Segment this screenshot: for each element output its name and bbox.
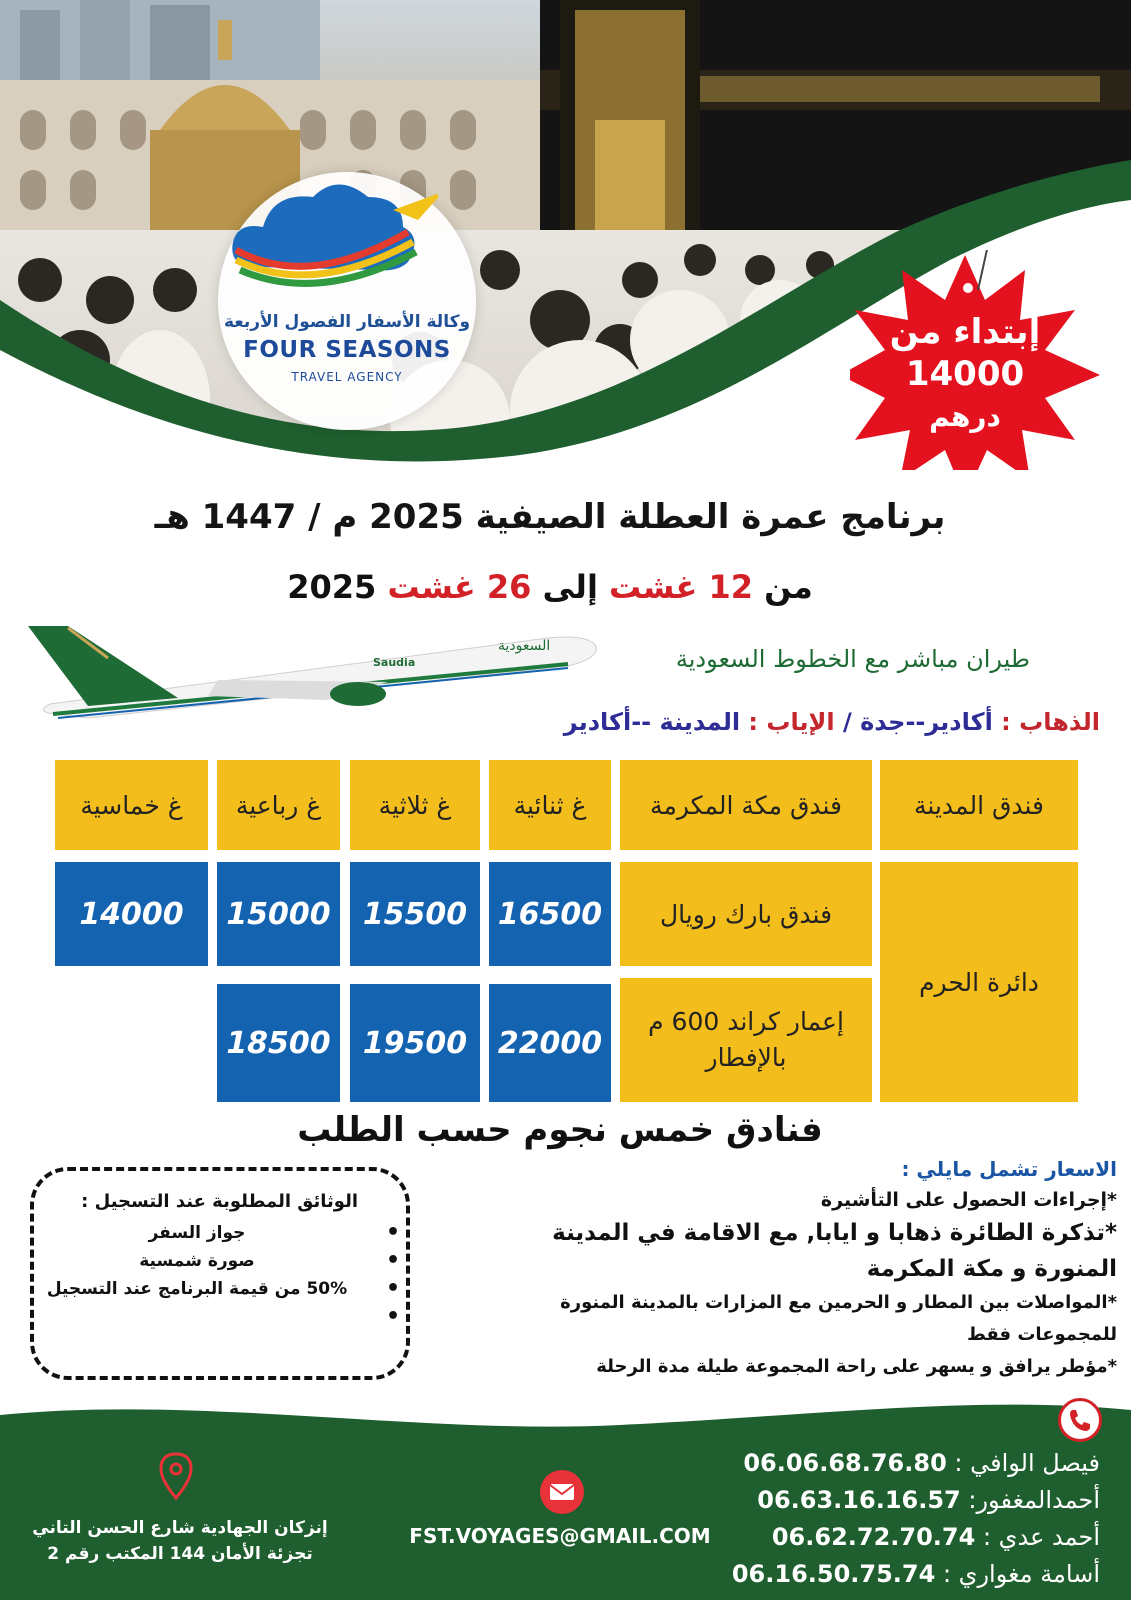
outbound-route: أكادير--جدة (860, 708, 993, 736)
return-label: الإياب : (748, 708, 835, 736)
plane-name-english: Saudia (373, 656, 416, 669)
contact-name: أحمدالمغفور: (968, 1486, 1100, 1514)
header-makkah-hotel: فندق مكة المكرمة (620, 760, 872, 850)
includes-item: *المواصلات بين المطار و الحرمين مع المزارات بالمدينة المنورة للمجموعات فقط (560, 1292, 1117, 1345)
includes-item: *إجراءات الحصول على التأشيرة (820, 1189, 1117, 1211)
includes-title: الاسعار تشمل مايلي : (901, 1157, 1117, 1181)
to-word: إلى (542, 568, 598, 606)
email-address[interactable]: FST.VOYAGES@GMAIL.COM (409, 1524, 711, 1548)
row2-triple-price: 19500 (350, 984, 480, 1102)
contacts-list (720, 1445, 1100, 1593)
address-line-2: تجزئة الأمان 144 المكتب رقم 2 (47, 1544, 313, 1564)
price-from-label: إبتداء من (889, 312, 1041, 352)
required-documents-box (30, 1167, 410, 1380)
location-pin-icon (158, 1452, 194, 1502)
header-madinah-hotel: فندق المدينة (880, 760, 1078, 850)
contact-name: أحمد عدي : (982, 1523, 1100, 1551)
row2-quad-price: 18500 (217, 984, 340, 1102)
agency-subtitle: TRAVEL AGENCY (291, 370, 403, 384)
document-item (32, 1303, 362, 1331)
contact-row (720, 1482, 1100, 1519)
contact-phone[interactable]: 06.63.16.16.57 (757, 1486, 961, 1514)
row2-hotel: إعمار كراند 600 م بالإفطار (620, 978, 872, 1102)
to-date: 26 غشت (387, 568, 532, 606)
from-date: 12 غشت (609, 568, 754, 606)
cloud-logo-icon (218, 172, 438, 292)
row2-double-price: 22000 (489, 984, 611, 1102)
year: 2025 (287, 568, 377, 606)
program-title: برنامج عمرة العطلة الصيفية 2025 م / 1447 هـ (154, 497, 946, 537)
five-star-note: فنادق خمس نجوم حسب الطلب (297, 1110, 823, 1150)
program-dates (200, 568, 900, 606)
header-quint-room: غ خماسية (55, 760, 208, 850)
route-info (540, 708, 1100, 736)
includes-item: *تذكرة الطائرة ذهابا و ايابا, مع الاقامة في المدينة المنورة و مكة المكرمة (552, 1220, 1117, 1282)
madinah-hotel-value: دائرة الحرم (880, 862, 1078, 1102)
contact-row (720, 1445, 1100, 1482)
contact-phone[interactable]: 06.06.68.76.80 (743, 1449, 947, 1477)
contact-name: فيصل الوافي : (954, 1449, 1100, 1477)
office-address (20, 1515, 340, 1567)
phone-icon[interactable] (1058, 1398, 1102, 1442)
documents-title: الوثائق المطلوبة عند التسجيل : (81, 1191, 358, 1212)
mail-icon[interactable] (540, 1470, 584, 1514)
document-item: صورة شمسية • (32, 1247, 362, 1275)
row1-double-price: 16500 (489, 862, 611, 966)
documents-list (32, 1219, 362, 1331)
plane-name-arabic: السعودية (498, 638, 551, 654)
price-amount: 14000 (905, 354, 1025, 394)
header-triple-room: غ ثلاثية (350, 760, 480, 850)
airplane-illustration (28, 618, 613, 738)
contact-phone[interactable]: 06.16.50.75.74 (731, 1560, 936, 1588)
agency-logo (218, 172, 476, 430)
row1-quint-price: 14000 (55, 862, 208, 966)
price-currency: درهم (929, 400, 1001, 433)
contact-name: أسامة مغواري : (942, 1560, 1100, 1588)
return-route: المدينة --أكادير (563, 708, 741, 736)
contact-row (720, 1519, 1100, 1556)
route-separator: / (842, 708, 852, 736)
price-badge (850, 250, 1120, 470)
document-item: جواز السفر • (32, 1219, 362, 1247)
outbound-label: الذهاب : (1001, 708, 1100, 736)
row1-quad-price: 15000 (217, 862, 340, 966)
header-quad-room: غ رباعية (217, 760, 340, 850)
document-item: 50% من قيمة البرنامج عند التسجيل • (32, 1275, 362, 1303)
from-word: من (764, 568, 813, 606)
row1-hotel: فندق بارك رويال (620, 862, 872, 966)
hero-banner (0, 0, 1131, 470)
header-double-room: غ ثنائية (489, 760, 611, 850)
includes-item: *مؤطر يرافق و يسهر على راحة المجموعة طيلة مدة الرحلة (596, 1356, 1117, 1377)
agency-name-arabic: وكالة الأسفار الفصول الأربعة (223, 312, 471, 332)
contact-row (720, 1556, 1100, 1593)
includes-list (517, 1185, 1117, 1383)
contact-phone[interactable]: 06.62.72.70.74 (771, 1523, 976, 1551)
agency-name-english: FOUR SEASONS (243, 337, 451, 363)
flight-info: طيران مباشر مع الخطوط السعودية (675, 645, 1030, 673)
address-line-1: إنزكان الجهادية شارع الحسن التاني (32, 1518, 328, 1538)
row1-triple-price: 15500 (350, 862, 480, 966)
